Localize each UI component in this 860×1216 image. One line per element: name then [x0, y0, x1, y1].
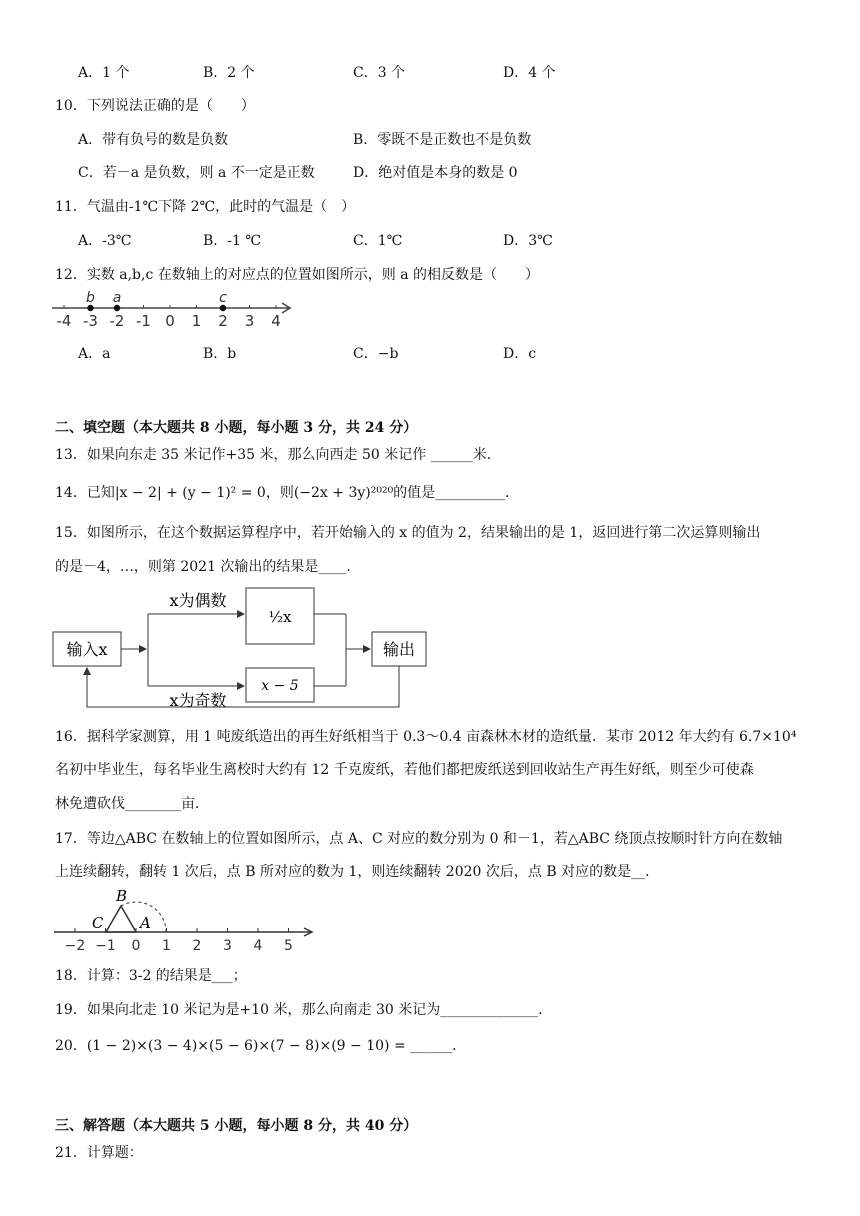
- q10-option-d: D．绝对值是本身的数是 0: [353, 165, 518, 181]
- point-c-label: C: [92, 914, 104, 932]
- q17-tick-label: 2: [192, 938, 202, 954]
- q9-option-c: C．3 个: [353, 65, 406, 81]
- odd-op-label: x − 5: [261, 678, 299, 694]
- q21-text: 21．计算题：: [55, 1145, 143, 1161]
- q11-option-a: A．-3℃: [78, 233, 132, 249]
- q12-tick-label: 4: [271, 312, 281, 330]
- q15-line2: 的是－4，…，则第 2021 次输出的结果是____．: [55, 559, 361, 575]
- q12-option-d: D．c: [503, 346, 537, 362]
- q17-tick-label: −2: [64, 938, 86, 954]
- odd-label: x为奇数: [169, 691, 227, 710]
- q12-number-line: [50, 286, 300, 330]
- q12-option-a: A．a: [78, 346, 111, 362]
- q10-option-a: A．带有负号的数是负数: [78, 132, 229, 148]
- q12-tick-label: -2: [109, 312, 125, 330]
- q13-text: 13．如果向东走 35 米记作+35 米，那么向西走 50 米记作 ______米．: [55, 447, 501, 463]
- q12-tick-label: -3: [83, 312, 98, 330]
- q17-tick-label: 0: [131, 938, 141, 954]
- input-label: 输入x: [66, 640, 108, 659]
- q11-stem: 11．气温由-1℃下降 2℃，此时的气温是（ ）: [55, 199, 356, 215]
- q17-tick-label: 1: [162, 938, 171, 954]
- q12-tick-label: -1: [136, 312, 151, 330]
- section-3-title: 三、解答题（本大题共 5 小题，每小题 8 分，共 40 分）: [55, 1118, 418, 1134]
- q15-flowchart: [50, 584, 440, 714]
- q12-tick-label: 3: [244, 312, 255, 330]
- q11-option-d: D．3℃: [503, 233, 553, 249]
- q10-stem: 10．下列说法正确的是（ ）: [55, 98, 255, 114]
- q9-option-a: A．1 个: [78, 65, 130, 81]
- q17-tick-label: 4: [253, 938, 263, 954]
- q12-tick-label: 2: [218, 312, 228, 330]
- q17-line2: 上连续翻转，翻转 1 次后，点 B 所对应的数为 1，则连续翻转 2020 次后，点 B 对应的数是__．: [55, 864, 660, 880]
- q12-stem: 12．实数 a,b,c 在数轴上的对应点的位置如图所示，则 a 的相反数是（ ）: [55, 267, 540, 283]
- section-2-title: 二、填空题（本大题共 8 小题，每小题 3 分，共 24 分）: [55, 420, 418, 436]
- q16-line3: 林免遭砍伐________亩．: [55, 796, 209, 812]
- q11-option-c: C．1℃: [353, 233, 403, 249]
- even-op-label: ½x: [268, 608, 292, 626]
- triangle-abc: [106, 906, 136, 932]
- output-label: 输出: [382, 640, 416, 659]
- q16-line1: 16．据科学家测算，用 1 吨废纸造出的再生好纸相当于 0.3～0.4 亩森林木材的造纸量．某市 2012 年大约有 6.7×10⁴: [55, 729, 797, 745]
- q17-line1: 17．等边△ABC 在数轴上的位置如图所示，点 A、C 对应的数分别为 0 和－1，若△ABC 绕顶点按顺时针方向在数轴: [55, 831, 783, 847]
- q17-number-line: [50, 884, 320, 954]
- q17-tick-label: 5: [284, 938, 293, 954]
- q12-point-label-a: a: [112, 290, 122, 306]
- q9-option-b: B．2 个: [203, 65, 255, 81]
- even-label: x为偶数: [169, 591, 227, 610]
- q12-point-label-c: c: [219, 290, 227, 306]
- q15-line1: 15．如图所示，在这个数据运算程序中，若开始输入的 x 的值为 2，结果输出的是 1，返回进行第二次运算则输出: [55, 525, 761, 541]
- q12-option-b: B．b: [203, 346, 237, 362]
- q17-tick-label: 3: [223, 938, 232, 954]
- q19-text: 19．如果向北走 10 米记为是+10 米，那么向南走 30 米记为______________．: [55, 1002, 553, 1018]
- q20-text: 20．(1 − 2)×(3 − 4)×(5 − 6)×(7 − 8)×(9 − 10) = ______．: [55, 1038, 467, 1054]
- q12-point-label-b: b: [86, 290, 95, 306]
- q11-option-b: B．-1 ℃: [203, 233, 262, 249]
- q14-text: 14．已知|x − 2| + (y − 1)² = 0，则(−2x + 3y)²⁰²⁰的值是__________．: [55, 485, 520, 501]
- q12-tick-label: -4: [56, 312, 72, 330]
- q10-option-b: B．零既不是正数也不是负数: [353, 132, 532, 148]
- q18-text: 18．计算：3-2 的结果是___；: [55, 968, 247, 984]
- q10-option-c: C．若－a 是负数，则 a 不一定是正数: [78, 165, 315, 181]
- q12-tick-label: 0: [165, 312, 175, 330]
- q16-line2: 名初中毕业生，每名毕业生离校时大约有 12 千克废纸，若他们都把废纸送到回收站生产再生好纸，则至少可使森: [55, 762, 754, 778]
- q9-option-d: D．4 个: [503, 65, 556, 81]
- q17-tick-label: −1: [95, 938, 116, 954]
- point-a-label: A: [140, 914, 151, 932]
- q12-tick-label: 1: [191, 312, 202, 330]
- q12-option-c: C．−b: [353, 346, 399, 362]
- point-b-label: B: [116, 887, 128, 905]
